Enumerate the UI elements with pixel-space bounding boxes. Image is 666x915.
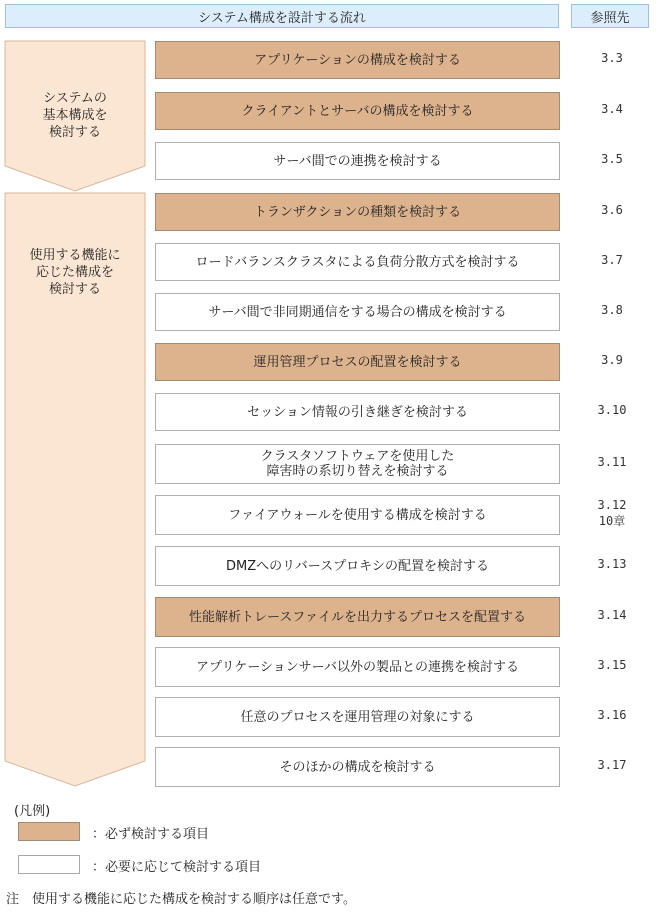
phase-label-line: 検討する xyxy=(48,282,101,297)
phase-label-line: 基本構成を xyxy=(42,108,108,123)
step-reference: 3.17 xyxy=(597,758,627,772)
legend-optional-swatch xyxy=(18,855,80,874)
step-text: セッション情報の引き継ぎを検討する xyxy=(247,404,468,420)
step-text: 任意のプロセスを運用管理の対象にする xyxy=(240,709,475,725)
step-reference: 3.3 xyxy=(601,51,623,65)
step-box xyxy=(155,243,560,281)
step-box xyxy=(155,647,560,687)
phase-label-line: システムの xyxy=(43,91,107,106)
step-box xyxy=(155,343,560,381)
phase-label-line: 検討する xyxy=(48,125,101,140)
step-reference: 3.12 10章 xyxy=(597,498,627,528)
step-text: サーバ間での連携を検討する xyxy=(273,153,442,169)
phase-label-line: 応じた構成を xyxy=(35,265,114,280)
step-reference: 3.15 xyxy=(597,658,627,672)
step-box xyxy=(155,193,560,231)
step-text: そのほかの構成を検討する xyxy=(279,759,436,775)
footnote: 注 使用する機能に応じた構成を検討する順序は任意です。 xyxy=(6,892,356,907)
step-text: 性能解析トレースファイルを出力するプロセスを配置する xyxy=(188,609,527,625)
step-reference: 3.10 xyxy=(597,403,627,417)
step-text: ファイアウォールを使用する構成を検討する xyxy=(228,507,487,523)
step-text: ロードバランスクラスタによる負荷分散方式を検討する xyxy=(195,254,520,270)
step-reference: 3.14 xyxy=(597,608,627,622)
reference-header xyxy=(571,4,649,28)
step-reference: 3.8 xyxy=(601,303,623,317)
step-box xyxy=(155,92,560,130)
step-text: サーバ間で非同期通信をする場合の構成を検討する xyxy=(208,304,507,320)
step-reference: 3.5 xyxy=(601,152,623,166)
step-box xyxy=(155,546,560,586)
step-text: アプリケーションサーバ以外の製品との連携を検討する xyxy=(195,659,520,675)
step-box xyxy=(155,597,560,637)
step-text: DMZへのリバースプロキシの配置を検討する xyxy=(226,558,489,574)
legend-required-swatch xyxy=(18,822,80,841)
step-text: アプリケーションの構成を検討する xyxy=(254,52,461,68)
step-reference: 3.6 xyxy=(601,203,623,217)
legend-required-label: ：必ず検討する項目 xyxy=(92,827,210,842)
step-reference: 3.11 xyxy=(597,455,627,469)
step-text: クライアントとサーバの構成を検討する xyxy=(241,103,474,119)
reference-title: 参照先 xyxy=(590,10,630,26)
step-reference: 3.4 xyxy=(601,102,623,116)
legend-title: (凡例) xyxy=(14,804,51,819)
step-text: トランザクションの種類を検討する xyxy=(253,204,462,220)
step-box xyxy=(155,495,560,535)
phase-label-basic xyxy=(5,90,145,141)
step-box xyxy=(155,697,560,737)
step-reference: 3.7 xyxy=(601,253,623,267)
step-reference: 3.13 xyxy=(597,557,627,571)
phase-label-functional xyxy=(5,247,145,298)
step-box xyxy=(155,41,560,79)
flow-title: システム構成を設計する流れ xyxy=(198,10,366,26)
step-box xyxy=(155,393,560,431)
phase-label-line: 使用する機能に xyxy=(29,248,121,263)
legend-optional-label: ：必要に応じて検討する項目 xyxy=(92,860,262,875)
step-reference: 3.16 xyxy=(597,708,627,722)
step-text: クラスタソフトウェアを使用した 障害時の系切り替えを検討する xyxy=(260,449,455,479)
step-box xyxy=(155,747,560,787)
step-box xyxy=(155,142,560,180)
step-reference: 3.9 xyxy=(601,353,623,367)
step-text: 運用管理プロセスの配置を検討する xyxy=(253,354,462,370)
step-box xyxy=(155,444,560,484)
step-box xyxy=(155,293,560,331)
